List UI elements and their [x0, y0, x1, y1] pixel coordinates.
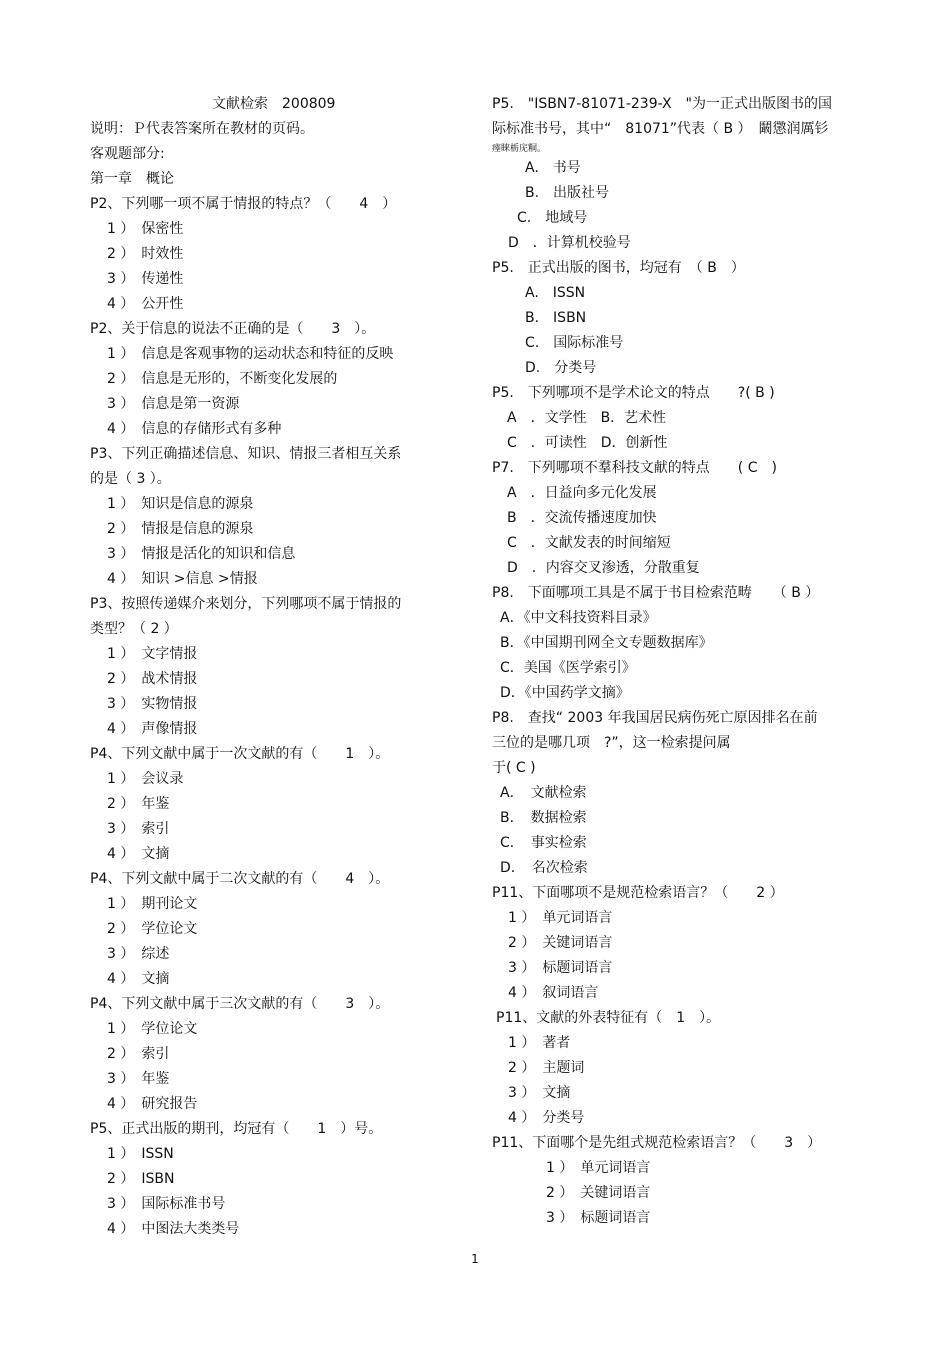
text-line-left: 1 ） 文字情报 — [107, 646, 198, 662]
text-line-left: P3、下列正确描述信息、知识、情报三者相互关系 — [90, 446, 402, 462]
text-line-right: C．美国《医学索引》 — [500, 660, 636, 676]
text-line-right: P5. 下列哪项不是学术论文的特点 ?( B ) — [492, 385, 775, 401]
text-line-left: 3 ） 传递性 — [107, 271, 184, 287]
text-line-left: 2 ） 信息是无形的，不断变化发展的 — [107, 371, 338, 387]
text-line-right: D． 名次检索 — [500, 860, 588, 876]
text-line-left: P2、关于信息的说法不正确的是（ 3 ）。 — [90, 321, 376, 337]
text-line-right: A. ISSN — [525, 285, 586, 301]
text-line-right: P7. 下列哪项不羣科技文献的特点 ( C ) — [492, 460, 777, 476]
text-line-right: 瘗睞栃庑粡。 — [492, 144, 547, 154]
text-line-left: 1 ） 期刊论文 — [107, 896, 198, 912]
text-line-right: 1 ） 单元词语言 — [546, 1160, 651, 1176]
text-line-right: P5. "ISBN7-81071-239-X "为一正式出版图书的国 — [492, 96, 832, 112]
text-line-right: A． 文献检索 — [500, 785, 587, 801]
text-line-right: C. 国际标准号 — [525, 335, 624, 351]
text-line-right: C． 事实检索 — [500, 835, 587, 851]
text-line-right: A．《中文科技资料目录》 — [500, 610, 657, 626]
text-line-right: P5. 正式出版的图书，均冠有 （ B ） — [492, 260, 745, 276]
text-line-right: P11、下面哪个是先组式规范检索语言？（ 3 ） — [492, 1135, 822, 1151]
text-line-right: 三位的是哪几项 ?”，这一检索提问属 — [492, 735, 731, 751]
text-line-right: P11、文献的外表特征有（ 1 ）。 — [496, 1010, 721, 1026]
text-line-right: D．《中国药学文摘》 — [500, 685, 630, 701]
text-line-right: B. 出版社号 — [525, 185, 610, 201]
text-line-right: A ．日益向多元化发展 — [507, 485, 657, 501]
text-line-left: P4、下列文献中属于三次文献的有（ 3 ）。 — [90, 996, 390, 1012]
text-line-right: A. 书号 — [525, 160, 581, 176]
text-line-right: P8. 查找“ 2003 年我国居民病伤死亡原因排名在前 — [492, 710, 818, 726]
text-line-right: B．《中国期刊网全文专题数据库》 — [500, 635, 713, 651]
text-line-right: 4 ） 叙词语言 — [508, 985, 599, 1001]
text-line-left: 4 ） 信息的存储形式有多种 — [107, 421, 282, 437]
text-line-left: P2、下列哪一项不属于情报的特点？（ 4 ） — [90, 196, 397, 212]
text-line-left: 第一章 概论 — [90, 171, 174, 187]
text-line-right: 2 ） 关键词语言 — [546, 1185, 651, 1201]
text-line-left: 4 ） 知识 >信息 >情报 — [107, 571, 258, 587]
text-line-right: D ．内容交叉渗透，分散重复 — [507, 560, 700, 576]
text-line-right: 1 ） 单元词语言 — [508, 910, 613, 926]
text-line-left: 2 ） ISBN — [107, 1171, 175, 1187]
text-line-left: 1 ） 保密性 — [107, 221, 184, 237]
text-line-left: 1 ） ISSN — [107, 1146, 174, 1162]
text-line-left: 4 ） 研究报告 — [107, 1096, 198, 1112]
text-line-right: C ．文献发表的时间缩短 — [507, 535, 671, 551]
text-line-right: 际标准书号，其中“ 81071”代表（ B ） 鬫懲润厲钐 — [492, 121, 829, 137]
text-line-left: 文献检索 200809 — [212, 96, 336, 112]
text-line-left: 3 ） 信息是第一资源 — [107, 396, 240, 412]
text-line-left: 2 ） 战术情报 — [107, 671, 198, 687]
text-line-left: 4 ） 声像情报 — [107, 721, 198, 737]
text-line-left: 3 ） 情报是活化的知识和信息 — [107, 546, 296, 562]
text-line-right: 3 ） 文摘 — [508, 1085, 571, 1101]
text-line-left: P5、正式出版的期刊，均冠有（ 1 ）号。 — [90, 1121, 383, 1137]
text-line-right: B． 数据检索 — [500, 810, 587, 826]
text-line-right: C ．可读性 D．创新性 — [507, 435, 668, 451]
text-line-left: 客观题部分: — [90, 146, 165, 162]
text-line-right: D ．计算机校验号 — [508, 235, 631, 251]
text-line-left: 4 ） 公开性 — [107, 296, 184, 312]
left-column — [90, 92, 440, 1242]
text-line-right: P8. 下面哪项工具是不属于书目检索范畴 （ B ） — [492, 585, 820, 601]
text-line-left: 3 ） 索引 — [107, 821, 170, 837]
text-line-left: 4 ） 中图法大类类号 — [107, 1221, 240, 1237]
text-line-left: 的是（ 3 ）。 — [90, 471, 171, 487]
text-line-left: 2 ） 索引 — [107, 1046, 170, 1062]
right-column — [492, 92, 872, 1231]
text-line-right: P11、下面哪项不是规范检索语言？（ 2 ） — [492, 885, 784, 901]
text-line-left: 说明：Ｐ代表答案所在教材的页码。 — [90, 121, 314, 137]
text-line-left: P3、按照传递媒介来划分，下列哪项不属于情报的 — [90, 596, 402, 612]
text-line-right: 3 ） 标题词语言 — [508, 960, 613, 976]
text-line-right: 2 ） 关键词语言 — [508, 935, 613, 951]
text-line-left: 4 ） 文摘 — [107, 846, 170, 862]
text-line-right: C. 地域号 — [517, 210, 588, 226]
text-line-left: 1 ） 知识是信息的源泉 — [107, 496, 254, 512]
text-line-right: 于( C ) — [492, 760, 536, 776]
text-line-left: 4 ） 文摘 — [107, 971, 170, 987]
text-line-left: 3 ） 实物情报 — [107, 696, 198, 712]
text-line-right: 1 ） 著者 — [508, 1035, 571, 1051]
text-line-right: 2 ） 主题词 — [508, 1060, 585, 1076]
text-line-left: 1 ） 会议录 — [107, 771, 184, 787]
text-line-left: P4、下列文献中属于二次文献的有（ 4 ）。 — [90, 871, 390, 887]
text-line-left: 3 ） 国际标准书号 — [107, 1196, 226, 1212]
text-line-left: 2 ） 学位论文 — [107, 921, 198, 937]
text-line-right: D. 分类号 — [525, 360, 597, 376]
text-line-left: 3 ） 综述 — [107, 946, 170, 962]
text-line-left: 3 ） 年鉴 — [107, 1071, 170, 1087]
text-line-right: 3 ） 标题词语言 — [546, 1210, 651, 1226]
text-line-left: 1 ） 信息是客观事物的运动状态和特征的反映 — [107, 346, 394, 362]
text-line-right: A ．文学性 B．艺术性 — [507, 410, 667, 426]
text-line-left: 2 ） 年鉴 — [107, 796, 170, 812]
text-line-right: 4 ） 分类号 — [508, 1110, 585, 1126]
text-line-left: 类型？（ 2 ） — [90, 621, 178, 637]
text-line-left: 2 ） 时效性 — [107, 246, 184, 262]
text-line-left: 1 ） 学位论文 — [107, 1021, 198, 1037]
text-line-right: B ．交流传播速度加快 — [507, 510, 657, 526]
text-line-left: P4、下列文献中属于一次文献的有（ 1 ）。 — [90, 746, 390, 762]
text-line-right: B. ISBN — [525, 310, 587, 326]
text-line-left: 2 ） 情报是信息的源泉 — [107, 521, 254, 537]
page-number: 1 — [471, 1252, 479, 1266]
